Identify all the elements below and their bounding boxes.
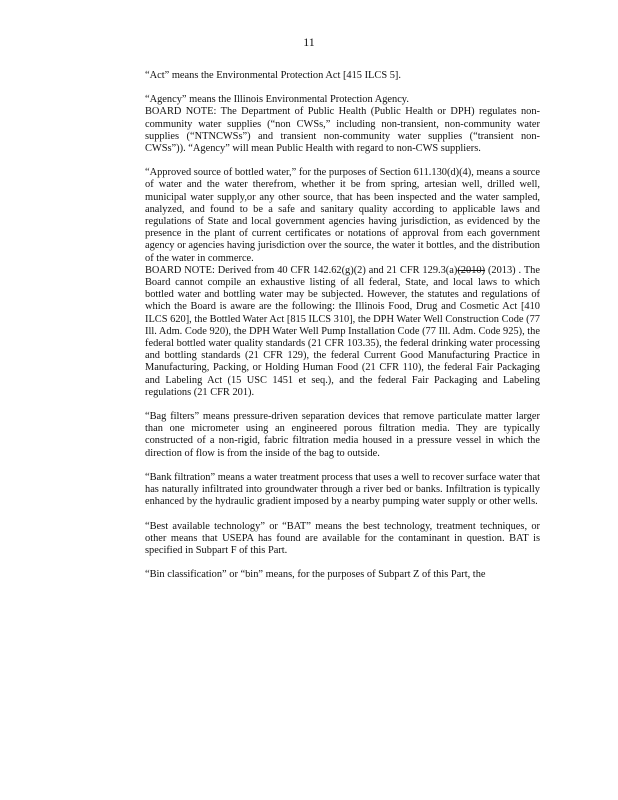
definition-bag-filters: “Bag filters” means pressure-driven separation devices that remove particulate matter larger than one micrometer using an engineered porous filtration media. They are typically constructed of a non-rigid, fabric filtration media housed in a pressure vessel in which the direction of flow is from the inside of the bag to outside. (145, 411, 540, 459)
board-note-bottled-water-rest: (2013) . The Board cannot compile an exhaustive listing of all federal, State, and local laws to which bottled water and bottling water may be subjected. However, the statutes and regulations of which the Board is aware are the following: the Illinois Food, Drug and Cosmetic Act [410 ILCS 620], the Bottled Water Act [815 ILCS 310], the DPH Water Well Construction Code (77 Ill. Adm. Code 920), the DPH Water Well Pump Installation Code (77 Ill. Adm. Code 925), the federal bottled water quality standards (21 CFR 103.35), the federal drinking water processing and bottling standards (21 CFR 129), the federal Current Good Manufacturing Practice in Manufacturing, Packing, or Holding Human Food (21 CFR 110), the federal Fair Packaging and Labeling Act (15 USC 1451 et seq.), and the federal Fair Packaging and Labeling regulations (21 CFR 201). (145, 264, 540, 398)
definition-best-available-technology: “Best available technology” or “BAT” means the best technology, treatment techniques, or other means that USEPA has found are available for the contaminant in question. BAT is specified in Subpart F of this Part. (145, 520, 540, 556)
definition-bank-filtration: “Bank filtration” means a water treatment process that uses a well to recover surface water that has naturally infiltrated into groundwater through a river bed or banks. Infiltration is typically enhanced by the hydraulic gradient imposed by a nearby pumping water supply or other wells. (145, 471, 540, 508)
definition-bin-classification: “Bin classification” or “bin” means, for the purposes of Subpart Z of this Part, the (145, 569, 486, 581)
definition-approved-source-bottled-water: “Approved source of bottled water,” for the purposes of Section 611.130(d)(4), means a source of water and the water therefrom, whether it be from spring, artesian well, drilled well, municipal water supply,or any other source, that has been inspected and the water sampled, analyzed, and found to be a safe and sanitary quality according to applicable laws and regulations of State and local government agencies having jurisdiction, as evidenced by the presence in the plant of current certificates or notations of approval from each government agency or agencies having jurisdiction over the source, the water it bottles, and the distribution of the water in commerce. (145, 167, 540, 264)
definitions-body (145, 70, 540, 593)
board-note-agency: BOARD NOTE: The Department of Public Health (Public Health or DPH) regulates non-community water supplies (“non CWSs,” including non-transient, non-community water supplies (“NTNCWSs”) and transient non-community water supplies (“transient non-CWSs”)). “Agency” will mean Public Health with regard to non-CWS suppliers. (145, 106, 540, 155)
struck-year: (2010) (457, 264, 486, 276)
definition-agency: “Agency” means the Illinois Environmental Protection Agency. (145, 94, 409, 106)
page-number: 11 (303, 35, 315, 49)
board-note-bottled-water-lead: BOARD NOTE: Derived from 40 CFR 142.62(g)(2) and 21 CFR 129.3(a) (145, 264, 458, 276)
board-note-bottled-water (145, 265, 540, 399)
definition-act: “Act” means the Environmental Protection Act [415 ILCS 5]. (145, 70, 401, 81)
